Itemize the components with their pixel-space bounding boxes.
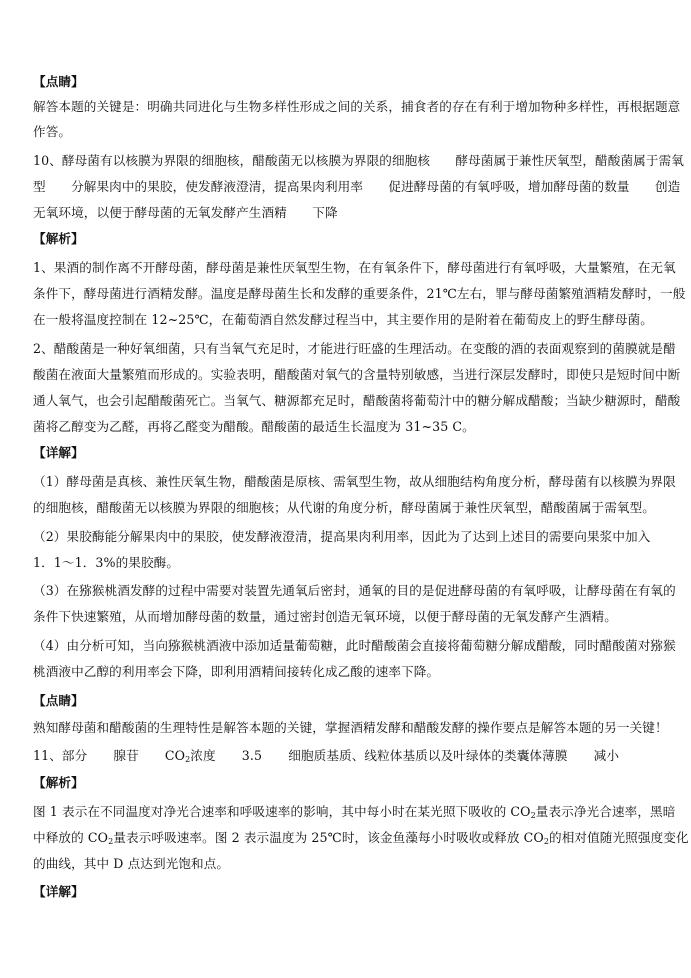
text-line: 酸菌在液面大量繁殖而形成的。实验表明，醋酸菌对氧气的含量特别敏感，当进行深层发酵时，即使只是短时间中断 — [33, 367, 681, 382]
text-line: 1、果酒的制作离不开酵母菌，酵母菌是兼性厌氧型生物，在有氧条件下，酵母菌进行有氧呼吸，大量繁殖，在无氧 — [33, 260, 676, 275]
question-11-answers — [33, 748, 665, 764]
q11-number: 11、部分 — [33, 748, 88, 763]
text-line: 条件下，酵母菌进行酒精发酵。温度是酵母菌生长和发酵的重要条件，21℃左右，罪与酵母菌繁殖酒精发酵时，一般 — [33, 286, 686, 301]
text-line: （2）果胶酶能分解果肉中的果胶，使发酵液澄清，提高果肉利用率，因此为了达到上述目的需要向果浆中加入 — [33, 529, 651, 544]
text-line: 通人氧气，也会引起醋酸菌死亡。当氧气、糖源都充足时，醋酸菌将葡萄汁中的糖分解成醋酸；当缺少糖源时，醋酸 — [33, 393, 681, 408]
q11-answer-2: $CO_2$浓度 — [164, 748, 216, 764]
text-line: （1）酵母菌是真核、兼性厌氧生物，醋酸菌是原核、需氧型生物，故从细胞结构角度分析，酵母菌有以核膜为界限 — [33, 474, 676, 489]
text-line: 的曲线，其中 D 点达到光饱和点。 — [33, 856, 230, 871]
q11-answer-5: 减小 — [593, 748, 620, 763]
section-heading: 【解析】 — [33, 775, 84, 790]
section-heading: 【详解】 — [33, 445, 84, 460]
answer-line: 无氧环境，以便于酵母菌的无氧发酵产生酒精 下降 — [33, 205, 338, 220]
text-line: 桃酒液中乙醇的利用率会下降，即利用酒精间接转化成乙酸的速率下降。 — [33, 664, 440, 679]
answer-line: 10、酵母菌有以核膜为界限的细胞核，醋酸菌无以核膜为界限的细胞核 酵母菌属于兼性厌氧型，醋酸菌属于需氧 — [33, 153, 684, 168]
q11-answer-1: 腺苷 — [113, 748, 139, 763]
text-line: 2、醋酸菌是一种好氧细菌，只有当氧气充足时，才能进行旺盛的生理活动。在变酸的酒的表面观察到的菌膜就是醋 — [33, 341, 676, 356]
text-line: 在一般将温度控制在 12~25℃，在葡萄酒自然发酵过程当中，其主要作用的是附着在葡萄皮上的野生酵母菌。 — [33, 312, 653, 327]
q11-answer-4: 细胞质基质、线粒体基质以及叶绿体的类囊体薄膜 — [288, 748, 568, 763]
q11-answer-3: 3.5 — [241, 748, 263, 763]
section-heading: 【详解】 — [33, 884, 84, 899]
answer-line: 型 分解果肉中的果胶，使发酵液澄清，提高果肉利用率 促进酵母菌的有氧呼吸，增加酵母菌的数量 创造 — [33, 179, 681, 194]
text-line: （4）由分析可知，当向猕猴桃酒液中添加适量葡萄糖，此时醋酸菌会直接将葡萄糖分解成醋酸，同时醋酸菌对猕猴 — [33, 638, 676, 653]
text-line: 熟知酵母菌和醋酸菌的生理特性是解答本题的关键，掌握酒精发酵和醋酸发酵的操作要点是解答本题的另一关键！ — [33, 720, 668, 735]
text-line: （3）在猕猴桃酒发酵的过程中需要对装置先通氧后密封，通氧的目的是促进酵母菌的有氧呼吸，让酵母菌在有氧的 — [33, 583, 676, 598]
text-line: 解答本题的关键是：明确共同进化与生物多样性形成之间的关系，捕食者的存在有利于增加物种多样性，再根据题意 — [33, 99, 681, 114]
text-line: 中释放的 $CO_2$量表示呼吸速率。图 2 表示温度为 25℃时，该金鱼藻每小时吸收或释放 $CO_2$的相对值随光照强度变化 — [33, 830, 689, 846]
section-heading: 【点睛】 — [33, 74, 84, 89]
text-line: 1．1～1．3%的果胶酶。 — [33, 555, 180, 570]
text-line: 图 1 表示在不同温度对净光合速率和呼吸速率的影响，其中每小时在某光照下吸收的 $CO_2$量表示净光合速率，黑暗 — [33, 804, 676, 820]
text-line: 作答。 — [33, 124, 72, 139]
text-line: 的细胞核，醋酸菌无以核膜为界限的细胞核；从代谢的角度分析，酵母菌属于兼性厌氧型，醋酸菌属于需氧型。 — [33, 500, 655, 515]
text-line: 条件下快速繁殖，从而增加酵母菌的数量，通过密封创造无氧环境，以便于酵母菌的无氧发酵产生酒精。 — [33, 609, 617, 624]
section-heading: 【解析】 — [33, 231, 84, 246]
text-line: 菌将乙醇变为乙醛，再将乙醛变为醋酸。醋酸菌的最适生长温度为 31~35 C。 — [33, 419, 475, 434]
section-heading: 【点睛】 — [33, 693, 84, 708]
